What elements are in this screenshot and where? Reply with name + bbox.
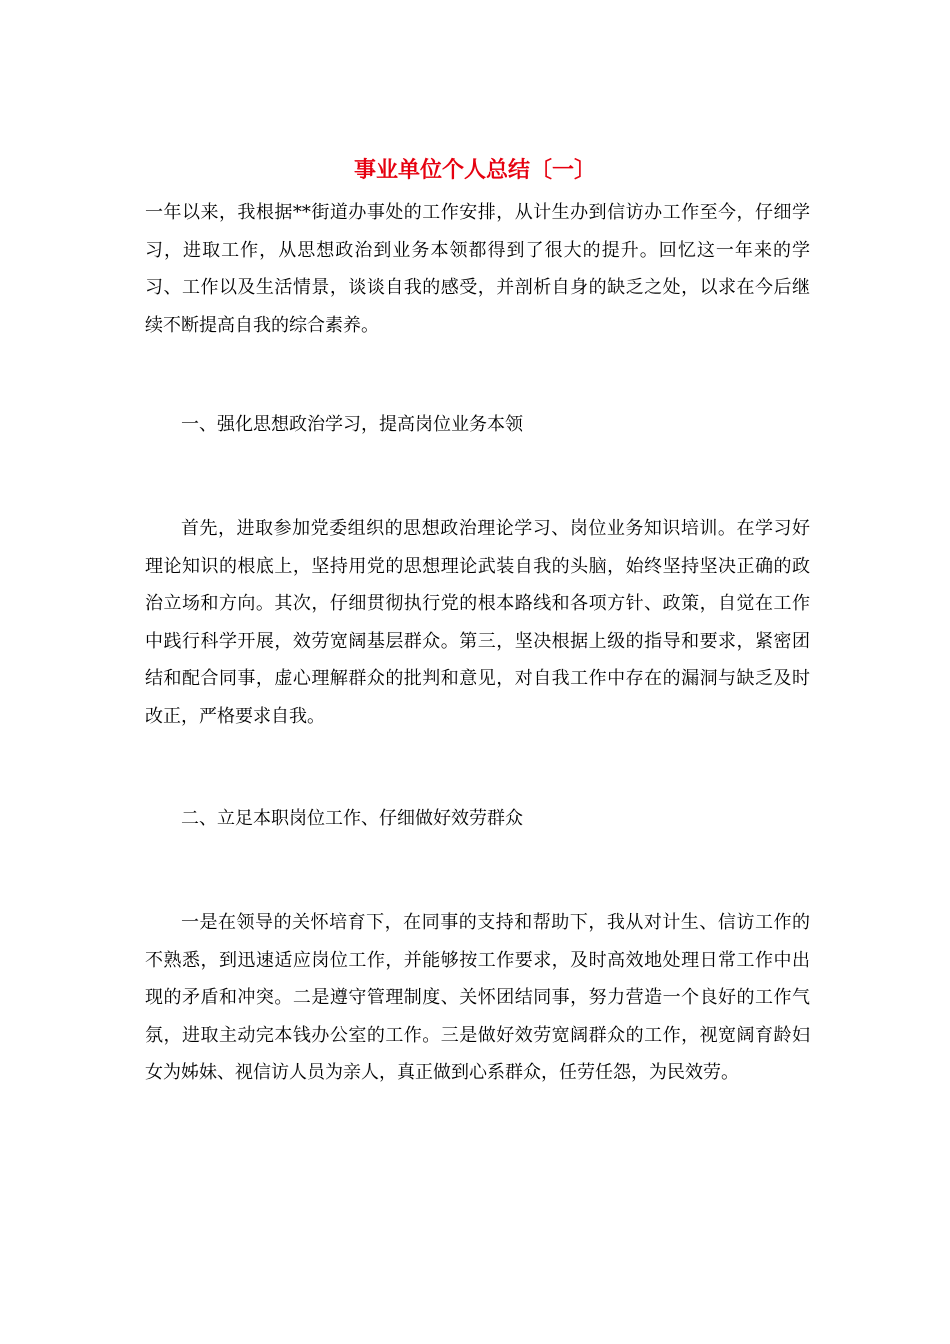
page-title: 事业单位个人总结〔一〕 <box>353 157 596 183</box>
section-heading-1: 一、强化思想政治学习，提高岗位业务本领 <box>181 414 523 435</box>
intro-paragraph: 一年以来，我根据**街道办事处的工作安排，从计生办到信访办工作至今，仔细学习，进取工作，从思想政治到业务本领都得到了很大的提升。回忆这一年来的学习、工作以及生活情景，谈谈自我的感受，并剖析自身的缺乏之处，以求在今后继续不断提高自我的综合素养。 <box>145 202 810 336</box>
section-heading-2: 二、立足本职岗位工作、仔细做好效劳群众 <box>181 808 523 829</box>
section-body-1: 首先，进取参加党委组织的思想政治理论学习、岗位业务知识培训。在学习好理论知识的根底上，坚持用党的思想理论武装自我的头脑，始终坚持坚决正确的政治立场和方向。其次，仔细贯彻执行党的根本路线和各项方针、政策，自觉在工作中践行科学开展，效劳宽阔基层群众。第三，坚决根据上级的指导和要求，紧密团结和配合同事，虚心理解群众的批判和意见，对自我工作中存在的漏洞与缺乏及时改正，严格要求自我。 <box>145 518 810 727</box>
section-body-2: 一是在领导的关怀培育下，在同事的支持和帮助下，我从对计生、信访工作的不熟悉，到迅速适应岗位工作，并能够按工作要求，及时高效地处理日常工作中出现的矛盾和冲突。二是遵守管理制度、关怀团结同事，努力营造一个良好的工作气氛，进取主动完本钱办公室的工作。三是做好效劳宽阔群众的工作，视宽阔育龄妇女为姊妹、视信访人员为亲人，真正做到心系群众，任劳任怨，为民效劳。 <box>145 912 810 1083</box>
